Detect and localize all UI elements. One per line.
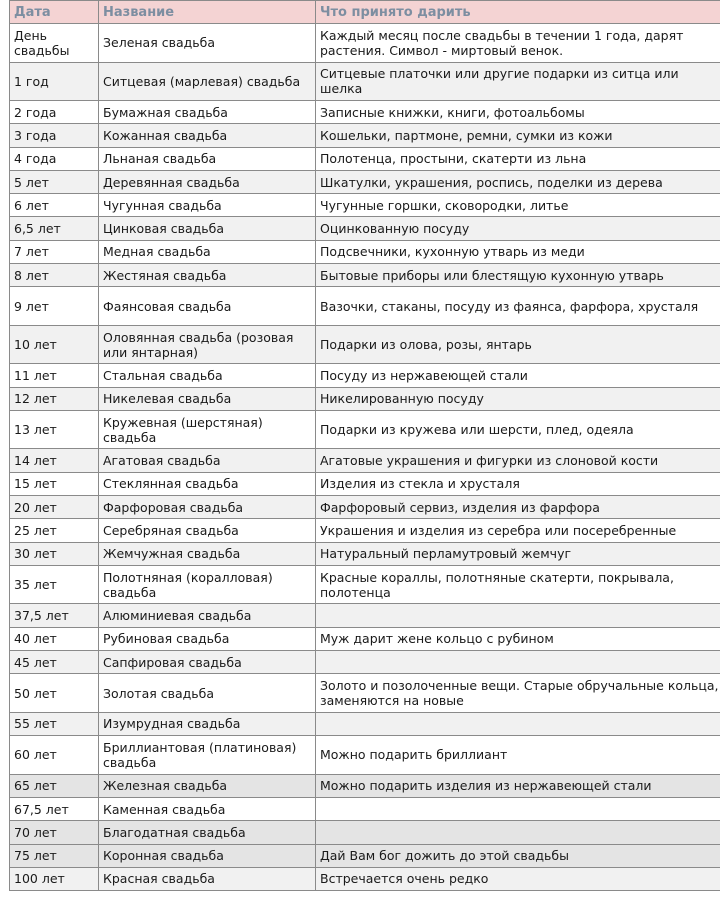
cell-date: 75 лет xyxy=(10,844,99,867)
cell-gift: Каждый месяц после свадьбы в течении 1 года, дарят растения. Символ - миртовый венок. xyxy=(316,24,720,63)
cell-name: Фарфоровая свадьба xyxy=(99,496,316,519)
cell-name: Красная свадьба xyxy=(99,867,316,890)
cell-name: Кружевная (шерстяная) свадьба xyxy=(99,410,316,449)
cell-name: Льнаная свадьба xyxy=(99,147,316,170)
table-row xyxy=(10,101,720,124)
cell-gift xyxy=(316,712,720,735)
cell-gift: Посуду из нержавеющей стали xyxy=(316,364,720,387)
cell-gift: Подарки из олова, розы, янтарь xyxy=(316,325,720,364)
cell-gift: Можно подарить изделия из нержавеющей стали xyxy=(316,774,720,797)
cell-date: 9 лет xyxy=(10,287,99,326)
table-row xyxy=(10,519,720,542)
cell-name: Бриллиантовая (платиновая) свадьба xyxy=(99,736,316,775)
cell-date: 35 лет xyxy=(10,565,99,604)
cell-name: Каменная свадьба xyxy=(99,797,316,820)
cell-date: 6 лет xyxy=(10,194,99,217)
cell-gift xyxy=(316,797,720,820)
table-row xyxy=(10,542,720,565)
table-row xyxy=(10,867,720,890)
table-row xyxy=(10,170,720,193)
cell-date: 20 лет xyxy=(10,496,99,519)
cell-name: Медная свадьба xyxy=(99,240,316,263)
cell-name: Благодатная свадьба xyxy=(99,821,316,844)
table-row xyxy=(10,797,720,820)
cell-name: Стеклянная свадьба xyxy=(99,472,316,495)
cell-gift: Чугунные горшки, сковородки, литье xyxy=(316,194,720,217)
cell-date: 100 лет xyxy=(10,867,99,890)
cell-name: Ситцевая (марлевая) свадьба xyxy=(99,62,316,101)
table-row xyxy=(10,496,720,519)
header-name: Название xyxy=(99,1,316,24)
cell-name: Оловянная свадьба (розовая или янтарная) xyxy=(99,325,316,364)
table-row xyxy=(10,736,720,775)
cell-date: 30 лет xyxy=(10,542,99,565)
cell-name: Рубиновая свадьба xyxy=(99,627,316,650)
cell-date: 11 лет xyxy=(10,364,99,387)
table-row xyxy=(10,147,720,170)
table-row xyxy=(10,472,720,495)
cell-date: 45 лет xyxy=(10,651,99,674)
cell-gift: Встречается очень редко xyxy=(316,867,720,890)
cell-date: 70 лет xyxy=(10,821,99,844)
cell-gift: Золото и позолоченные вещи. Старые обручальные кольца, заменяются на новые xyxy=(316,674,720,713)
cell-name: Фаянсовая свадьба xyxy=(99,287,316,326)
table-row xyxy=(10,124,720,147)
cell-date: 5 лет xyxy=(10,170,99,193)
cell-gift: Красные кораллы, полотняные скатерти, покрывала, полотенца xyxy=(316,565,720,604)
cell-gift: Можно подарить бриллиант xyxy=(316,736,720,775)
cell-gift: Подсвечники, кухонную утварь из меди xyxy=(316,240,720,263)
cell-gift: Кошельки, партмоне, ремни, сумки из кожи xyxy=(316,124,720,147)
cell-gift: Никелированную посуду xyxy=(316,387,720,410)
table-row xyxy=(10,565,720,604)
cell-gift: Оцинкованную посуду xyxy=(316,217,720,240)
cell-name: Коронная свадьба xyxy=(99,844,316,867)
cell-date: День свадьбы xyxy=(10,24,99,63)
table-row xyxy=(10,287,720,326)
table-row xyxy=(10,844,720,867)
cell-name: Жемчужная свадьба xyxy=(99,542,316,565)
cell-date: 25 лет xyxy=(10,519,99,542)
table-row xyxy=(10,821,720,844)
cell-name: Полотняная (коралловая) свадьба xyxy=(99,565,316,604)
anniversary-table xyxy=(9,0,720,891)
table-row xyxy=(10,449,720,472)
table-row xyxy=(10,604,720,627)
cell-name: Жестяная свадьба xyxy=(99,264,316,287)
table-row xyxy=(10,712,720,735)
cell-date: 40 лет xyxy=(10,627,99,650)
cell-date: 7 лет xyxy=(10,240,99,263)
table-row xyxy=(10,674,720,713)
table-row xyxy=(10,240,720,263)
cell-name: Серебряная свадьба xyxy=(99,519,316,542)
cell-name: Стальная свадьба xyxy=(99,364,316,387)
cell-gift: Фарфоровый сервиз, изделия из фарфора xyxy=(316,496,720,519)
cell-gift xyxy=(316,604,720,627)
cell-name: Кожанная свадьба xyxy=(99,124,316,147)
cell-gift: Муж дарит жене кольцо с рубином xyxy=(316,627,720,650)
cell-gift: Изделия из стекла и хрусталя xyxy=(316,472,720,495)
cell-date: 10 лет xyxy=(10,325,99,364)
cell-name: Чугунная свадьба xyxy=(99,194,316,217)
cell-date: 60 лет xyxy=(10,736,99,775)
cell-date: 4 года xyxy=(10,147,99,170)
table-row xyxy=(10,325,720,364)
cell-name: Бумажная свадьба xyxy=(99,101,316,124)
header-date: Дата xyxy=(10,1,99,24)
cell-gift: Дай Вам бог дожить до этой свадьбы xyxy=(316,844,720,867)
cell-date: 37,5 лет xyxy=(10,604,99,627)
cell-name: Цинковая свадьба xyxy=(99,217,316,240)
header-gift: Что принято дарить xyxy=(316,1,720,24)
table-row xyxy=(10,194,720,217)
table-row xyxy=(10,651,720,674)
cell-gift: Бытовые приборы или блестящую кухонную утварь xyxy=(316,264,720,287)
cell-name: Изумрудная свадьба xyxy=(99,712,316,735)
cell-name: Зеленая свадьба xyxy=(99,24,316,63)
cell-gift: Записные книжки, книги, фотоальбомы xyxy=(316,101,720,124)
cell-gift xyxy=(316,821,720,844)
cell-name: Железная свадьба xyxy=(99,774,316,797)
cell-name: Деревянная свадьба xyxy=(99,170,316,193)
cell-date: 14 лет xyxy=(10,449,99,472)
header-row xyxy=(10,1,720,24)
cell-gift: Шкатулки, украшения, роспись, поделки из дерева xyxy=(316,170,720,193)
cell-gift: Агатовые украшения и фигурки из слоновой кости xyxy=(316,449,720,472)
cell-name: Никелевая свадьба xyxy=(99,387,316,410)
table-row xyxy=(10,387,720,410)
anniversary-table-document xyxy=(9,0,720,897)
cell-date: 13 лет xyxy=(10,410,99,449)
table-row xyxy=(10,627,720,650)
cell-gift: Подарки из кружева или шерсти, плед, одеяла xyxy=(316,410,720,449)
cell-date: 2 года xyxy=(10,101,99,124)
table-row xyxy=(10,62,720,101)
table-row xyxy=(10,410,720,449)
cell-name: Алюминиевая свадьба xyxy=(99,604,316,627)
table-row xyxy=(10,264,720,287)
table-row xyxy=(10,217,720,240)
cell-gift: Вазочки, стаканы, посуду из фаянса, фарфора, хрусталя xyxy=(316,287,720,326)
cell-date: 55 лет xyxy=(10,712,99,735)
cell-name: Агатовая свадьба xyxy=(99,449,316,472)
cell-date: 12 лет xyxy=(10,387,99,410)
cell-date: 1 год xyxy=(10,62,99,101)
cell-gift: Ситцевые платочки или другие подарки из ситца или шелка xyxy=(316,62,720,101)
cell-name: Сапфировая свадьба xyxy=(99,651,316,674)
cell-gift: Украшения и изделия из серебра или посеребренные xyxy=(316,519,720,542)
cell-date: 3 года xyxy=(10,124,99,147)
cell-date: 67,5 лет xyxy=(10,797,99,820)
cell-gift xyxy=(316,651,720,674)
cell-date: 8 лет xyxy=(10,264,99,287)
cell-date: 15 лет xyxy=(10,472,99,495)
cell-date: 50 лет xyxy=(10,674,99,713)
table-row xyxy=(10,774,720,797)
table-body xyxy=(10,24,720,891)
cell-date: 65 лет xyxy=(10,774,99,797)
cell-gift: Натуральный перламутровый жемчуг xyxy=(316,542,720,565)
cell-name: Золотая свадьба xyxy=(99,674,316,713)
cell-gift: Полотенца, простыни, скатерти из льна xyxy=(316,147,720,170)
table-row xyxy=(10,364,720,387)
table-row xyxy=(10,24,720,63)
cell-date: 6,5 лет xyxy=(10,217,99,240)
